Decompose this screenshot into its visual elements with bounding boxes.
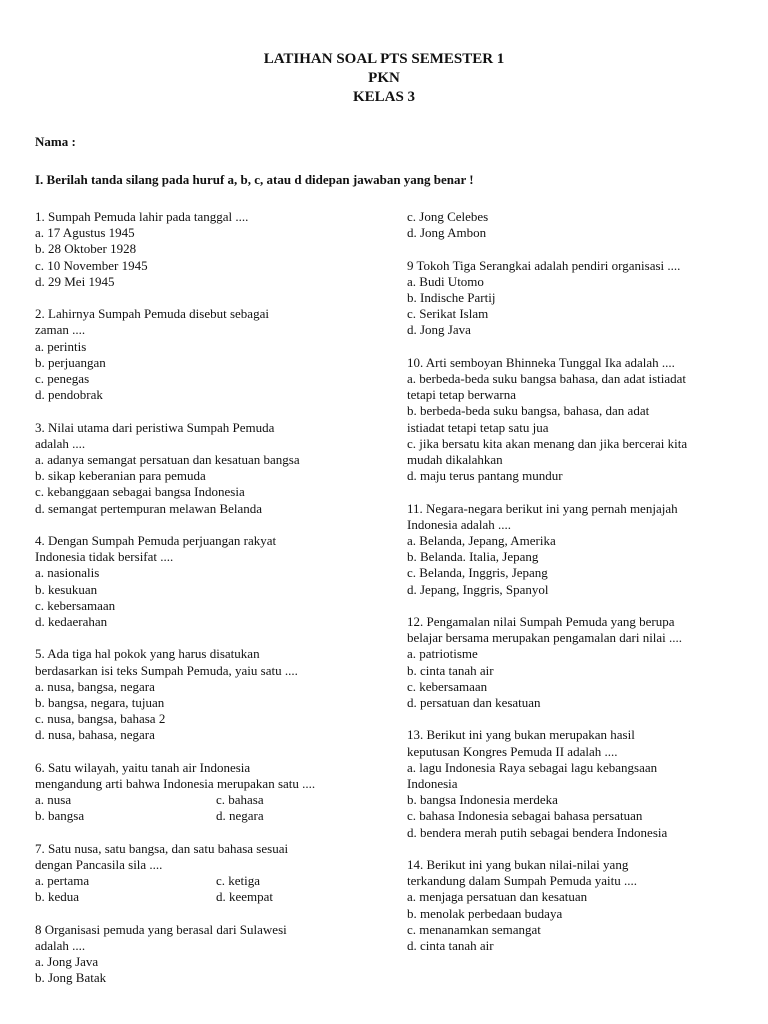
- answer-option: c. bahasa: [216, 792, 264, 808]
- question-text: 1. Sumpah Pemuda lahir pada tanggal ....: [35, 209, 249, 224]
- question-text: 8 Organisasi pemuda yang berasal dari Sulawesi: [35, 921, 287, 937]
- answer-option: b. bangsa, negara, tujuan: [35, 695, 165, 711]
- answer-option: c. kebersamaan: [35, 597, 116, 613]
- question-text: 5. Ada tiga hal pokok yang harus disatukan: [35, 646, 260, 662]
- question-14: [407, 857, 762, 954]
- question-text: 6. Satu wilayah, yaitu tanah air Indonesia: [35, 759, 251, 775]
- answer-option: c. kebersamaan: [407, 678, 488, 694]
- answer-option: c. Jong Celebes: [407, 209, 489, 224]
- answer-option: d. nusa, bahasa, negara: [35, 727, 155, 743]
- answer-option: d. 29 Mei 1945: [35, 273, 115, 289]
- question-6: [35, 760, 370, 825]
- answer-option: b. kedua: [35, 889, 80, 905]
- answer-option: a. nusa, bangsa, negara: [35, 678, 155, 694]
- question-4: [35, 533, 370, 630]
- answer-option: d. bendera merah putih sebagai bendera Indonesia: [407, 824, 668, 840]
- question-9: [407, 258, 762, 339]
- question-text: 10. Arti semboyan Bhinneka Tunggal Ika adalah ....: [407, 354, 675, 370]
- question-text: adalah ....: [35, 938, 86, 954]
- answer-option: d. kedaerahan: [35, 614, 108, 630]
- question-7: [35, 841, 370, 906]
- answer-option: Indonesia: [407, 776, 458, 792]
- answer-option: d. semangat pertempuran melawan Belanda: [35, 500, 263, 516]
- answer-option: b. Indische Partij: [407, 290, 496, 305]
- answer-option: a. nasionalis: [35, 565, 100, 581]
- answer-option: tetapi tetap berwarna: [407, 387, 516, 403]
- question-8-continued: [407, 209, 762, 241]
- question-3: [35, 420, 370, 517]
- answer-option: b. Belanda. Italia, Jepang: [407, 549, 539, 565]
- question-2: [35, 306, 370, 403]
- right-column: [407, 209, 762, 970]
- answer-option: b. bangsa: [35, 808, 85, 824]
- answer-option: a. Belanda, Jepang, Amerika: [407, 533, 556, 549]
- answer-option: b. menolak perbedaan budaya: [407, 905, 563, 921]
- answer-row: [35, 808, 370, 824]
- answer-option: d. Jepang, Inggris, Spanyol: [407, 581, 549, 597]
- answer-option: a. Budi Utomo: [407, 273, 484, 289]
- answer-row: [35, 792, 370, 808]
- answer-option: d. cinta tanah air: [407, 938, 494, 954]
- question-8: [35, 922, 370, 987]
- answer-option: d. persatuan dan kesatuan: [407, 695, 541, 711]
- question-1: [35, 209, 370, 290]
- answer-option: istiadat tetapi tetap satu jua: [407, 419, 549, 435]
- question-text: berdasarkan isi teks Sumpah Pemuda, yaiu satu ....: [35, 662, 298, 678]
- question-text: 9 Tokoh Tiga Serangkai adalah pendiri organisasi ....: [407, 257, 681, 273]
- answer-option: c. jika bersatu kita akan menang dan jika bercerai kita: [407, 435, 688, 451]
- question-text: keputusan Kongres Pemuda II adalah ....: [407, 743, 618, 759]
- question-10: [407, 355, 762, 485]
- question-5: [35, 646, 370, 743]
- answer-option: b. kesukuan: [35, 581, 98, 597]
- answer-option: c. menanamkan semangat: [407, 921, 541, 937]
- question-13: [407, 727, 762, 840]
- answer-option: a. menjaga persatuan dan kesatuan: [407, 889, 588, 905]
- question-11: [407, 501, 762, 598]
- question-text: 14. Berikut ini yang bukan nilai-nilai yang: [407, 857, 629, 873]
- subject-title: PKN: [368, 70, 400, 86]
- answer-option: c. 10 November 1945: [35, 257, 148, 273]
- answer-option: d. Jong Java: [407, 322, 471, 338]
- answer-option: a. Jong Java: [35, 954, 99, 970]
- question-text: Indonesia adalah ....: [407, 516, 511, 532]
- instruction-text: I. Berilah tanda silang pada huruf a, b, c, atau d didepan jawaban yang benar !: [35, 172, 474, 187]
- answer-option: a. pertama: [35, 873, 90, 889]
- answer-option: a. patriotisme: [407, 646, 478, 662]
- question-text: mengandung arti bahwa Indonesia merupakan satu ....: [35, 776, 316, 792]
- answer-option: c. penegas: [35, 371, 90, 387]
- question-text: 7. Satu nusa, satu bangsa, dan satu bahasa sesuai: [35, 840, 289, 856]
- answer-option: a. adanya semangat persatuan dan kesatuan bangsa: [35, 452, 300, 468]
- answer-option: b. bangsa Indonesia merdeka: [407, 792, 558, 808]
- question-text: dengan Pancasila sila ....: [35, 857, 163, 873]
- answer-option: a. lagu Indonesia Raya sebagai lagu kebangsaan: [407, 759, 658, 775]
- answer-option: d. maju terus pantang mundur: [407, 468, 563, 484]
- answer-row: [35, 873, 370, 889]
- question-text: zaman ....: [35, 322, 86, 338]
- answer-option: b. cinta tanah air: [407, 662, 494, 678]
- answer-option: d. Jong Ambon: [407, 225, 487, 241]
- answer-option: c. ketiga: [216, 873, 261, 889]
- grade-title: KELAS 3: [352, 89, 416, 105]
- question-text: terkandung dalam Sumpah Pemuda yaitu ....: [407, 873, 637, 889]
- question-text: 2. Lahirnya Sumpah Pemuda disebut sebagai: [35, 306, 269, 322]
- worksheet-title: LATIHAN SOAL PTS SEMESTER 1: [263, 51, 505, 67]
- answer-option: c. kebanggaan sebagai bangsa Indonesia: [35, 484, 245, 500]
- answer-option: b. Jong Batak: [35, 970, 107, 986]
- question-text: 12. Pengamalan nilai Sumpah Pemuda yang berupa: [407, 614, 675, 630]
- left-column: [35, 209, 370, 1003]
- answer-option: mudah dikalahkan: [407, 452, 503, 468]
- name-label: Nama :: [35, 134, 76, 149]
- answer-option: a. 17 Agustus 1945: [35, 225, 135, 241]
- question-text: 3. Nilai utama dari peristiwa Sumpah Pemuda: [35, 419, 275, 435]
- answer-option: c. Serikat Islam: [407, 306, 489, 322]
- question-text: 13. Berikut ini yang bukan merupakan hasil: [407, 727, 635, 743]
- answer-option: a. berbeda-beda suku bangsa bahasa, dan adat istiadat: [407, 371, 687, 386]
- answer-option: b. berbeda-beda suku bangsa, bahasa, dan adat: [407, 403, 650, 419]
- answer-option: b. sikap keberanian para pemuda: [35, 468, 206, 484]
- answer-option: c. nusa, bangsa, bahasa 2: [35, 711, 166, 727]
- answer-option: d. negara: [216, 808, 264, 824]
- question-text: 11. Negara-negara berikut ini yang pernah menjajah: [407, 500, 678, 516]
- answer-option: a. nusa: [35, 792, 72, 808]
- answer-option: a. perintis: [35, 338, 87, 354]
- question-12: [407, 614, 762, 711]
- answer-option: b. perjuangan: [35, 354, 106, 370]
- answer-row: [35, 889, 370, 905]
- worksheet-header: [0, 50, 768, 107]
- question-text: belajar bersama merupakan pengamalan dari nilai ....: [407, 630, 683, 646]
- answer-option: d. pendobrak: [35, 387, 103, 403]
- answer-option: c. Belanda, Inggris, Jepang: [407, 565, 548, 581]
- answer-option: c. bahasa Indonesia sebagai bahasa persatuan: [407, 808, 643, 824]
- answer-option: b. 28 Oktober 1928: [35, 241, 137, 257]
- answer-option: d. keempat: [216, 889, 274, 905]
- question-text: Indonesia tidak bersifat ....: [35, 549, 174, 565]
- question-text: adalah ....: [35, 435, 86, 451]
- question-text: 4. Dengan Sumpah Pemuda perjuangan rakyat: [35, 533, 277, 549]
